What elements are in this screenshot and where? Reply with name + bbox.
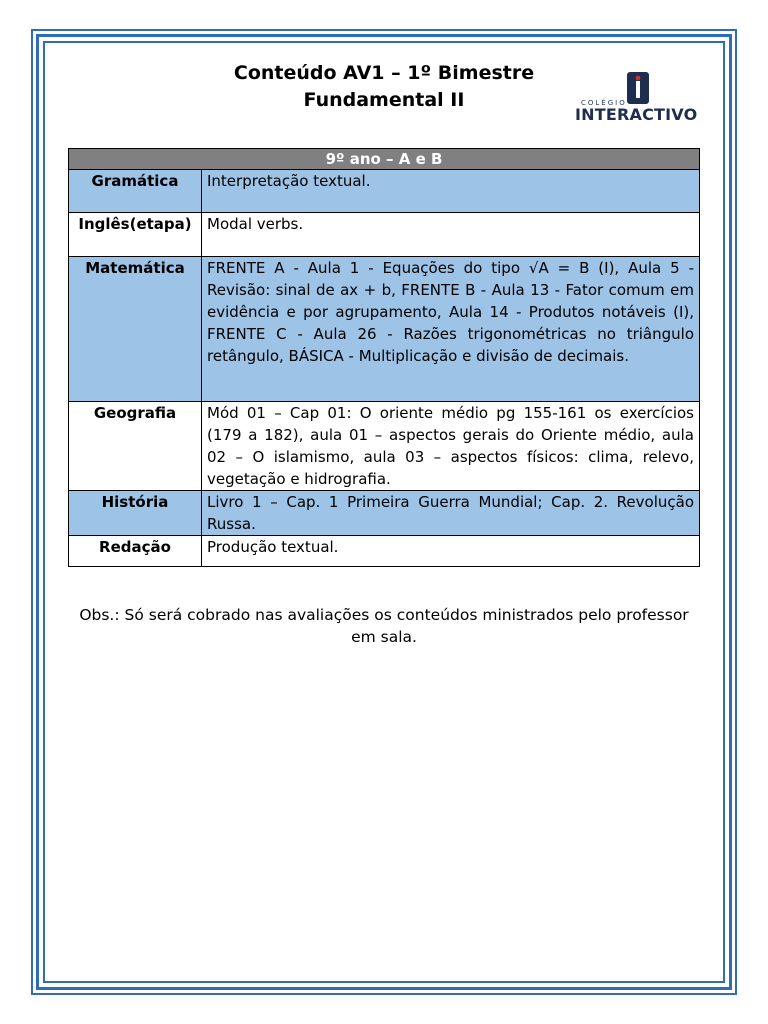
group-header: 9º ano – A e B <box>69 149 700 170</box>
title-line-2: Fundamental II <box>303 89 465 111</box>
subject-cell: Matemática <box>69 257 202 402</box>
subject-cell: Inglês(etapa) <box>69 213 202 257</box>
group-header-row <box>69 149 700 170</box>
logo-small-text: COLÉGIO <box>581 99 627 107</box>
table-row <box>69 213 700 257</box>
table-row <box>69 257 700 402</box>
school-logo <box>575 72 707 124</box>
content-cell: Interpretação textual. <box>202 170 700 213</box>
content-cell: Produção textual. <box>202 536 700 567</box>
content-cell: Modal verbs. <box>202 213 700 257</box>
observation-note: Obs.: Só será cobrado nas avaliações os conteúdos ministrados pelo professor em sala. <box>79 606 689 646</box>
content-cell: FRENTE A - Aula 1 - Equações do tipo √A = B (I), Aula 5 - Revisão: sinal de ax + b, FRENTE B - Aula 13 - Fator comum em evidência e por agrupamento, Aula 14 - Produtos notáveis (I), FRENTE C - Aula 26 - Razões trigonométricas no triângulo retângulo, BÁSICA - Multiplicação e divisão de decimais. <box>202 257 700 402</box>
table-row <box>69 170 700 213</box>
content-cell: Mód 01 – Cap 01: O oriente médio pg 155-161 os exercícios (179 a 182), aula 01 – aspectos gerais do Oriente médio, aula 02 – O islamismo, aula 03 – aspectos físicos: clima, relevo, vegetação e hidrografia. <box>202 402 700 491</box>
content-table <box>68 148 700 567</box>
table-row <box>69 491 700 536</box>
table-row <box>69 536 700 567</box>
subject-cell: Geografia <box>69 402 202 491</box>
page-title <box>180 60 588 114</box>
subject-cell: História <box>69 491 202 536</box>
title-line-1: Conteúdo AV1 – 1º Bimestre <box>233 62 535 84</box>
content-cell: Livro 1 – Cap. 1 Primeira Guerra Mundial; Cap. 2. Revolução Russa. <box>202 491 700 536</box>
subject-cell: Redação <box>69 536 202 567</box>
subject-cell: Gramática <box>69 170 202 213</box>
logo-mark-icon <box>627 72 649 104</box>
table-row <box>69 402 700 491</box>
logo-brand-text: INTERACTIVO <box>575 105 698 124</box>
